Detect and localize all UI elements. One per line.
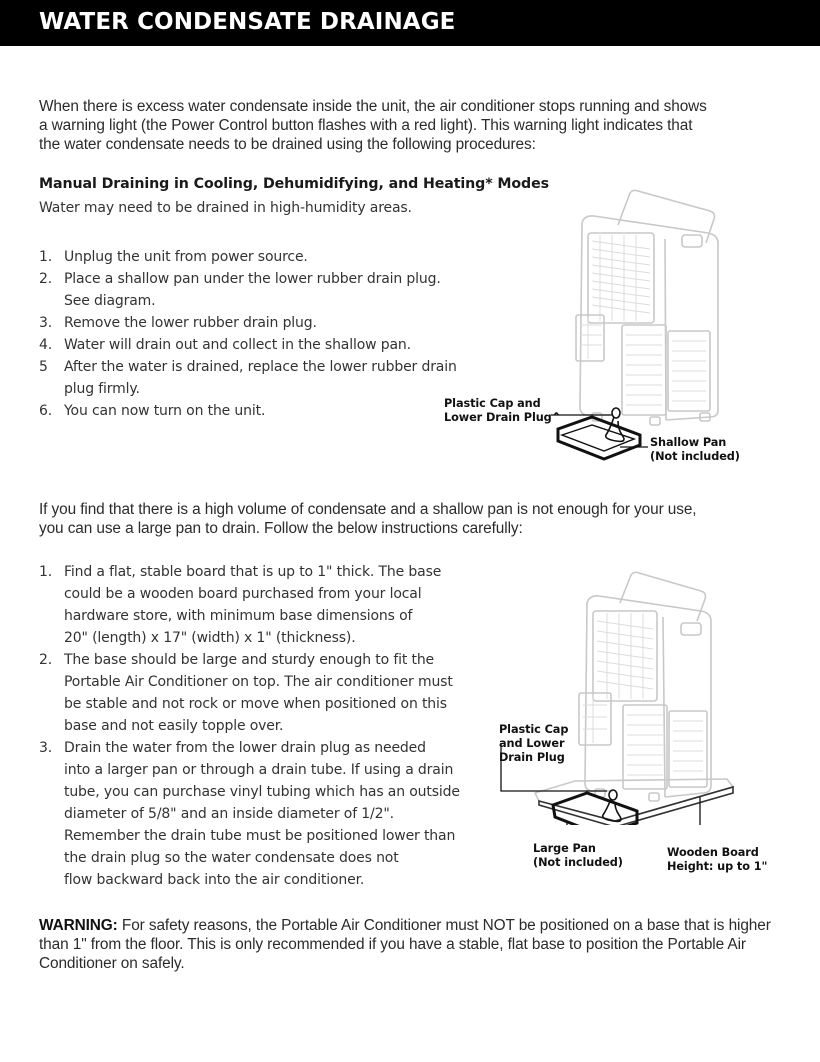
step-number: 4. [39,337,53,353]
large-pan-label [533,842,623,870]
intro-line: the water condensate needs to be drained using the following procedures: [39,136,536,153]
list-item [39,246,457,268]
step-number: 1. [39,249,53,265]
air-conditioner-illustration [579,572,711,801]
intro-line: When there is excess water condensate inside the unit, the air conditioner stops running and shows [39,98,707,115]
step-number: 5 [39,359,48,375]
label-line: Shallow Pan [650,436,727,449]
label-line: Plastic Cap [499,723,569,736]
step-text: Water will drain out and collect in the shallow pan. [64,337,411,353]
shallow-pan-label [650,436,740,464]
list-item [39,334,457,356]
shallow-pan-icon [558,417,640,459]
list-item [39,561,460,649]
wooden-board-label [667,846,767,874]
air-conditioner-illustration [576,190,718,425]
step-text: Find a flat, stable board that is up to 1" thick. The base [64,564,442,580]
step-text: You can now turn on the unit. [64,403,266,419]
step-text: diameter of 5/8" and an inside diameter of 1/2". [64,806,394,822]
step-text: Unplug the unit from power source. [64,249,308,265]
step-number: 3. [39,315,53,331]
intro-line: you can use a large pan to drain. Follow the below instructions carefully: [39,520,523,537]
step-text: the drain plug so the water condensate does not [64,850,399,866]
step-text: Portable Air Conditioner on top. The air conditioner must [64,674,453,690]
step-text: into a larger pan or through a drain tube. If using a drain [64,762,454,778]
manual-draining-note: Water may need to be drained in high-humidity areas. [39,200,412,216]
step-text: hardware store, with minimum base dimensions of [64,608,413,624]
step-text: be stable and not rock or move when positioned on this [64,696,447,712]
step-text: plug firmly. [64,381,140,397]
large-pan-icon [553,793,637,825]
step-text: flow backward back into the air conditioner. [64,872,365,888]
manual-steps-list [39,246,457,422]
step-text: Remember the drain tube must be positioned lower than [64,828,456,844]
page-title: WATER CONDENSATE DRAINAGE [39,9,456,35]
step-text: tube, you can purchase vinyl tubing which has an outside [64,784,460,800]
warning-label: WARNING: [39,917,118,934]
label-line: Height: up to 1" [667,860,768,873]
step-number: 2. [39,652,53,668]
step-text: could be a wooden board purchased from your local [64,586,422,602]
list-item [39,356,457,400]
list-item [39,649,460,737]
step-text: Remove the lower rubber drain plug. [64,315,317,331]
step-number: 6. [39,403,53,419]
intro-line: If you find that there is a high volume of condensate and a shallow pan is not enough for your use, [39,501,697,518]
intro-paragraph [39,97,707,154]
label-line: Wooden Board [667,846,759,859]
shallow-pan-diagram [540,185,740,465]
step-text: Place a shallow pan under the lower rubber drain plug. [64,271,441,287]
label-line: (Not included) [533,856,623,869]
step-text: See diagram. [64,293,156,309]
list-item [39,737,460,891]
list-item [39,268,457,312]
label-line: Plastic Cap and [444,397,541,410]
section-header-bar [0,0,820,46]
step-number: 3. [39,740,53,756]
step-number: 1. [39,564,53,580]
label-line: Drain Plug [499,751,565,764]
step-text: Drain the water from the lower drain plug as needed [64,740,426,756]
step-number: 2. [39,271,53,287]
step-text: 20" (length) x 17" (width) x 1" (thickness). [64,630,356,646]
label-line: Large Pan [533,842,596,855]
label-line: (Not included) [650,450,740,463]
plastic-cap-label [444,397,561,425]
label-line: and Lower [499,737,565,750]
large-pan-diagram [495,565,775,825]
warning-text: For safety reasons, the Portable Air Conditioner must NOT be positioned on a base that is higher than 1" from the floor. This is only recommended if you have a stable, flat base to position the Portable Air Conditioner on safely. [39,917,771,972]
step-text: base and not easily topple over. [64,718,284,734]
plastic-cap-label-2 [499,723,568,765]
warning-paragraph [39,916,799,973]
manual-draining-heading: Manual Draining in Cooling, Dehumidifying, and Heating* Modes [39,176,549,192]
step-text: After the water is drained, replace the lower rubber drain [64,359,457,375]
intro-line: a warning light (the Power Control button flashes with a red light). This warning light indicates that [39,117,693,134]
list-item [39,312,457,334]
list-item [39,400,457,422]
label-line: Lower Drain Plug^ [444,411,562,424]
large-pan-steps-list [39,561,460,891]
step-text: The base should be large and sturdy enough to fit the [64,652,435,668]
large-pan-intro [39,500,696,538]
